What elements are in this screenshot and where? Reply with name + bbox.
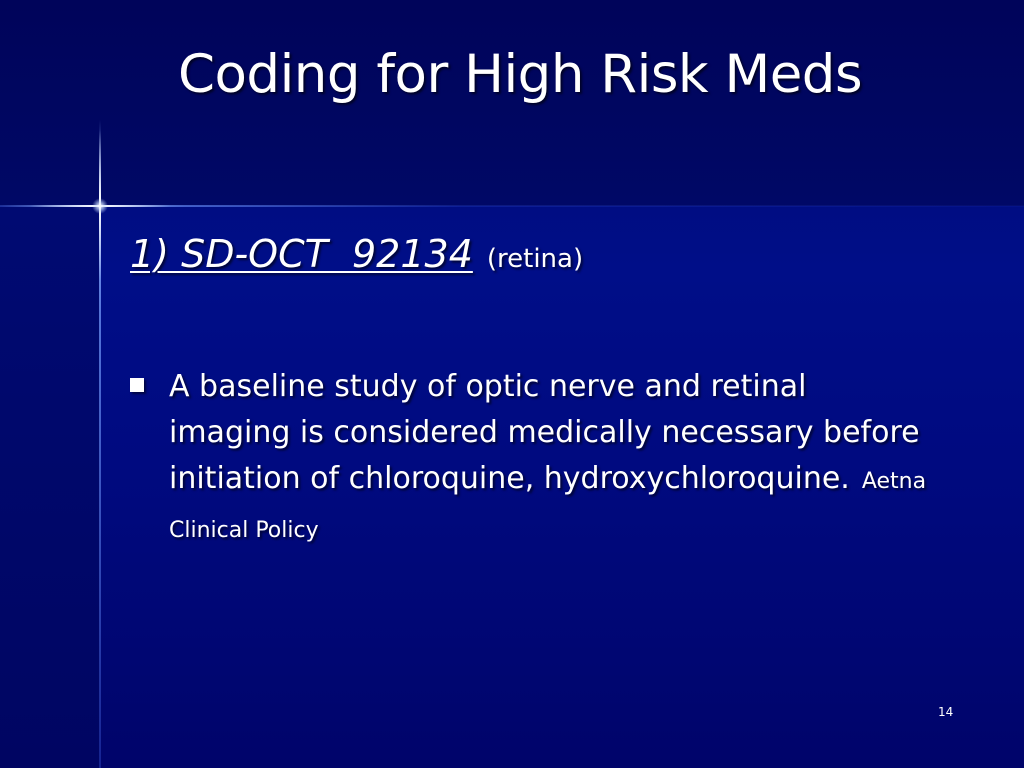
bullet-text: A baseline study of optic nerve and retinal imaging is considered medically necessary before initiation of chloroquine, hydroxychloroquine. (169, 369, 920, 496)
citation: Aetna Clinical Policy (169, 469, 927, 543)
bullet-item (130, 364, 930, 554)
star-flare-icon (92, 198, 108, 214)
slide-title: Coding for High Risk Meds (178, 44, 863, 105)
square-bullet-icon (130, 378, 144, 392)
subheading (130, 232, 583, 276)
procedure-note: (retina) (486, 244, 584, 274)
slide-number: 14 (938, 705, 954, 719)
procedure-code: 1) SD-OCT 92134 (130, 232, 473, 276)
left-band (0, 206, 100, 768)
bullet-text-block (169, 364, 930, 554)
